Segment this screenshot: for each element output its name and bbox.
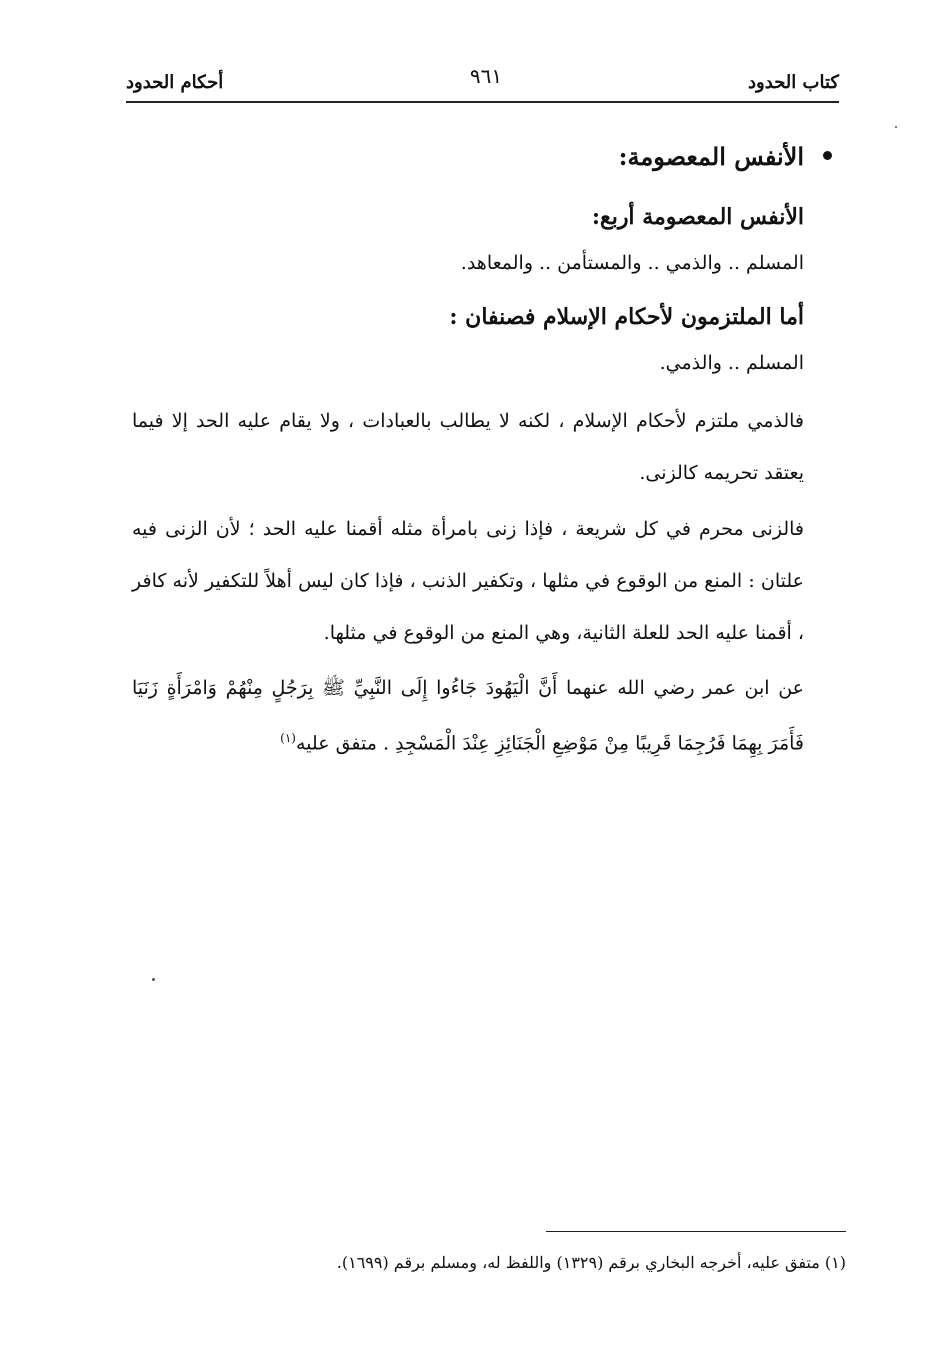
page-header — [126, 60, 839, 100]
page-content — [132, 135, 804, 768]
footnote-divider — [546, 1231, 846, 1232]
section-heading — [132, 135, 804, 179]
hadith-text: أَنَّ الْيَهُودَ جَاءُوا إِلَى النَّبِيِّ ﷺ بِرَجُلٍ مِنْهُمْ وَامْرَأَةٍ زَنَيَا فَأَمَرَ بِهِمَا فَرُجِمَا قَرِيبًا مِنْ مَوْضِعِ الْجَنَائِزِ عِنْدَ الْمَسْجِدِ — [132, 677, 804, 755]
subheading-committed: أما الملتزمون لأحكام الإسلام فصنفان : — [449, 304, 804, 330]
subheading-protected-souls: الأنفس المعصومة أربع: — [591, 204, 804, 230]
hadith-end: . متفق عليه — [295, 732, 390, 755]
header-divider — [126, 101, 839, 103]
footnote: (١) متفق عليه، أخرجه البخاري برقم (١٣٢٩) واللفظ له، ومسلم برقم (١٦٩٩). — [336, 1253, 846, 1272]
book-title: كتاب الحدود — [748, 72, 839, 93]
protected-souls-list: المسلم .. والذمي .. والمستأمن .. والمعاهد. — [460, 252, 804, 274]
bullet-icon — [823, 151, 832, 160]
paragraph-hadith — [132, 663, 804, 768]
scan-speck — [895, 126, 897, 128]
paragraph-dhimmi: فالذمي ملتزم لأحكام الإسلام ، لكنه لا يطالب بالعبادات ، ولا يقام عليه الحد إلا فيما يعتقد تحريمه كالزنى. — [132, 410, 804, 484]
page-number: ٩٦١ — [469, 64, 503, 88]
chapter-title: أحكام الحدود — [126, 72, 224, 93]
hadith-intro: عن ابن عمر رضي الله عنهما — [565, 677, 804, 699]
section-heading-text: الأنفس المعصومة: — [618, 142, 804, 171]
footnote-marker: (١) — [280, 731, 296, 745]
paragraph-zina: فالزنى محرم في كل شريعة ، فإذا زنى بامرأة مثله أقمنا عليه الحد ؛ لأن الزنى فيه علتان : المنع من الوقوع في مثلها ، وتكفير الذنب ، فإذا كان ليس أهلاً للتكفير لأنه كافر ، أقمنا عليه الحد للعلة الثانية، وهي المنع من الوقوع في مثلها. — [132, 518, 804, 644]
committed-list: المسلم .. والذمي. — [659, 352, 804, 374]
scan-speck — [152, 978, 155, 981]
